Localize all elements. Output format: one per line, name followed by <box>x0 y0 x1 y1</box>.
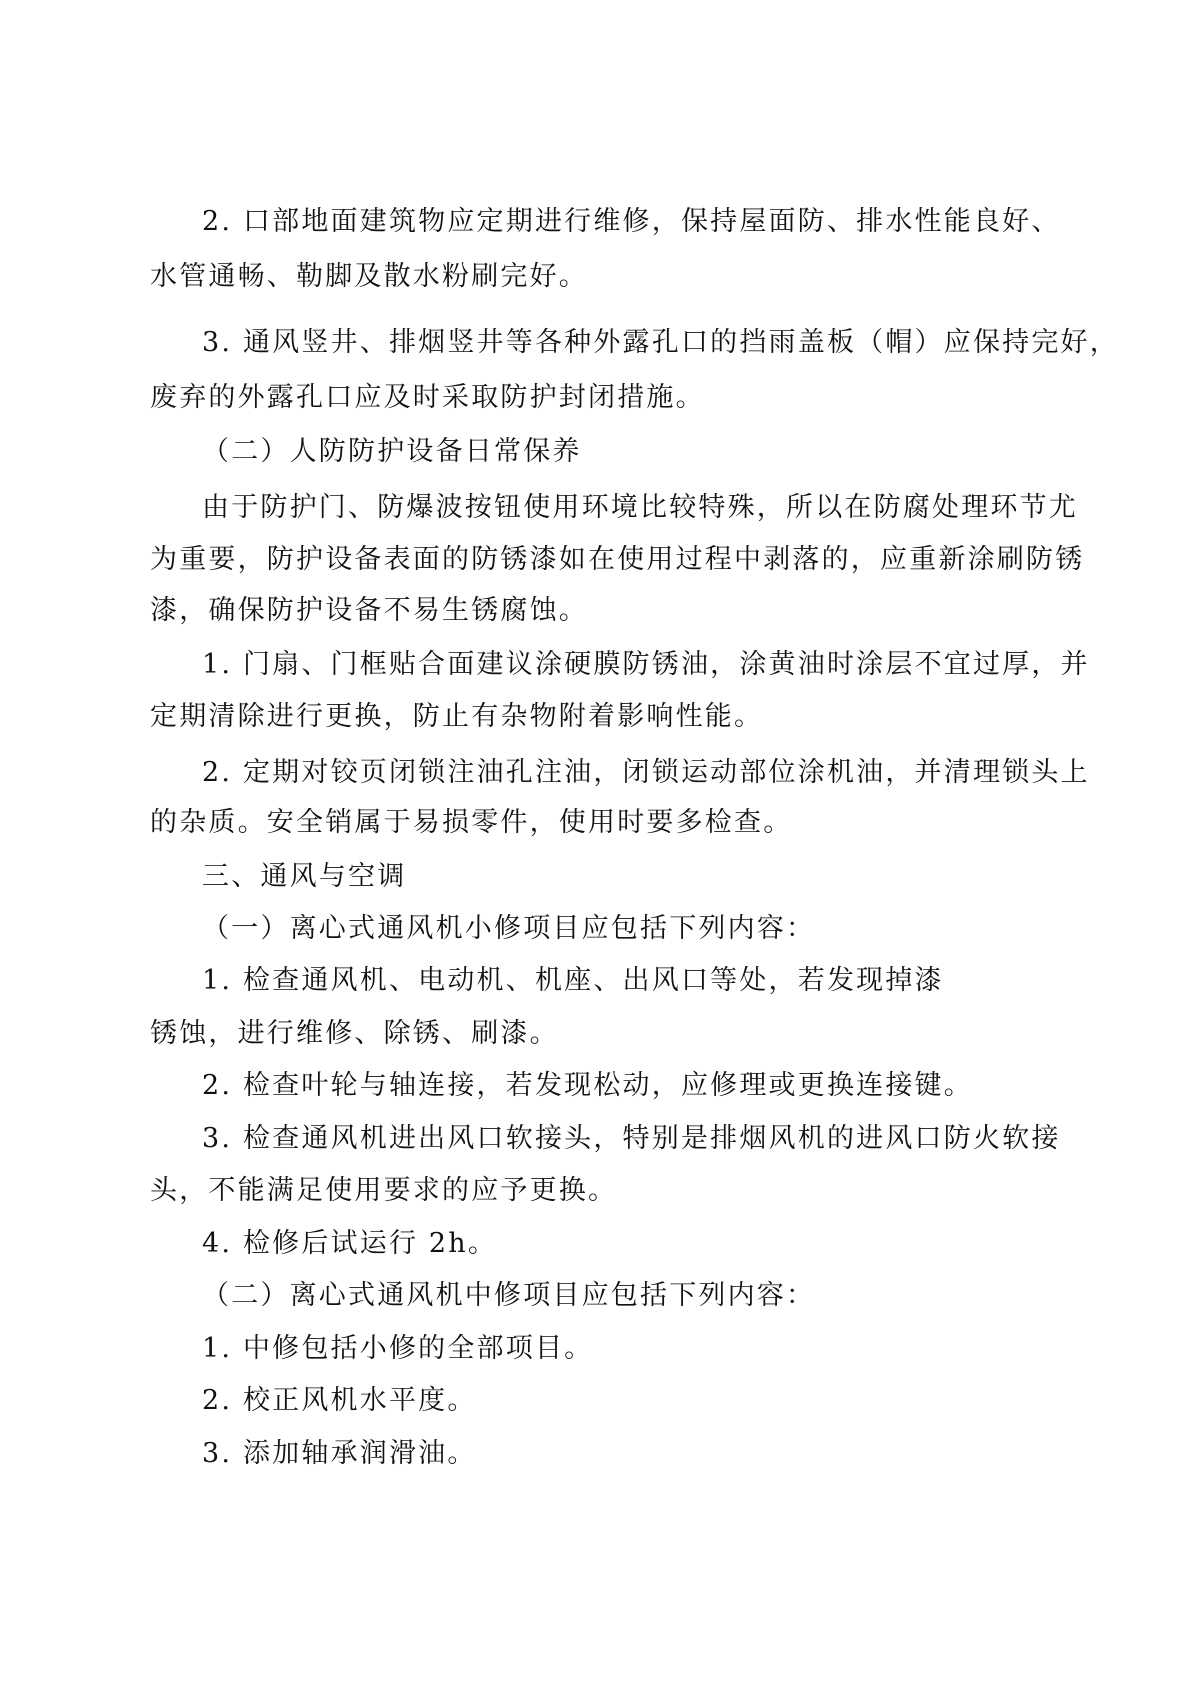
text-line: 锈蚀，进行维修、除锈、刷漆。 <box>150 1018 559 1049</box>
section-heading: 三、通风与空调 <box>202 861 407 892</box>
text-line: 由于防护门、防爆波按钮使用环境比较特殊，所以在防腐处理环节尤 <box>202 492 1078 523</box>
text-line: 3. 检查通风机进出风口软接头，特别是排烟风机的进风口防火软接 <box>202 1123 1061 1154</box>
text-line: 1. 检查通风机、电动机、机座、出风口等处，若发现掉漆 <box>202 965 944 996</box>
text-line: 的杂质。安全销属于易损零件，使用时要多检查。 <box>150 807 793 838</box>
section-heading: （二）离心式通风机中修项目应包括下列内容： <box>202 1280 816 1311</box>
text-line: 3. 通风竖井、排烟竖井等各种外露孔口的挡雨盖板（帽）应保持完好， <box>202 327 1119 358</box>
text-line: 废弃的外露孔口应及时采取防护封闭措施。 <box>150 382 705 413</box>
section-heading: （一）离心式通风机小修项目应包括下列内容： <box>202 913 816 944</box>
text-line: 水管通畅、勒脚及散水粉刷完好。 <box>150 261 588 292</box>
text-line: 2. 定期对铰页闭锁注油孔注油，闭锁运动部位涂机油，并清理锁头上 <box>202 757 1090 788</box>
text-line: 头，不能满足使用要求的应予更换。 <box>150 1175 618 1206</box>
text-line: 2. 口部地面建筑物应定期进行维修，保持屋面防、排水性能良好、 <box>202 206 1061 237</box>
text-line: 1. 门扇、门框贴合面建议涂硬膜防锈油，涂黄油时涂层不宜过厚，并 <box>202 649 1090 680</box>
section-heading: （二）人防防护设备日常保养 <box>202 436 582 467</box>
text-line: 1. 中修包括小修的全部项目。 <box>202 1333 594 1364</box>
text-line: 2. 检查叶轮与轴连接，若发现松动，应修理或更换连接键。 <box>202 1070 973 1101</box>
text-line: 2. 校正风机水平度。 <box>202 1385 477 1416</box>
text-line: 4. 检修后试运行 2h。 <box>202 1228 498 1259</box>
text-line: 定期清除进行更换，防止有杂物附着影响性能。 <box>150 701 764 732</box>
text-line: 3. 添加轴承润滑油。 <box>202 1438 477 1469</box>
text-line: 漆，确保防护设备不易生锈腐蚀。 <box>150 595 588 626</box>
text-line: 为重要，防护设备表面的防锈漆如在使用过程中剥落的，应重新涂刷防锈 <box>150 544 1085 575</box>
